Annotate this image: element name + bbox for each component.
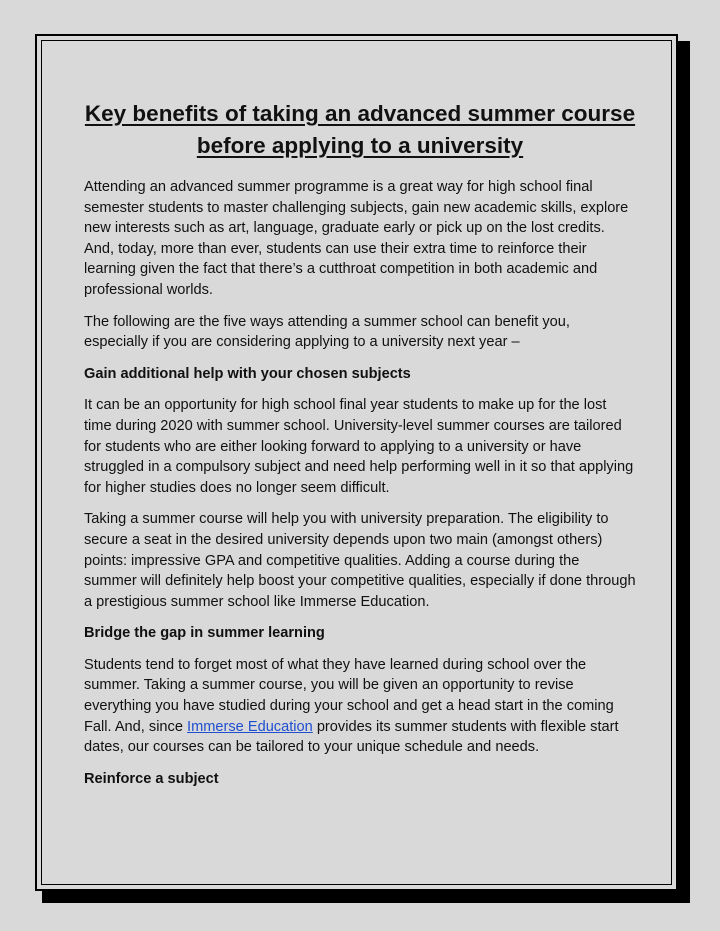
immerse-education-link[interactable]: Immerse Education: [187, 718, 313, 735]
section2-paragraph: [84, 655, 636, 758]
document-title: Key benefits of taking an advanced summer course before applying to a university: [84, 101, 636, 158]
section1-paragraph-2: Taking a summer course will help you with university preparation. The eligibility to secure a seat in the desired university depends upon two main (amongst others) points: impressive GPA and competitive qualities. Adding a course during the summer will definitely help boost your competitive qualities, especially if done through a prestigious summer school like Immerse Education.: [84, 511, 636, 610]
section-heading-reinforce-subject: Reinforce a subject: [84, 770, 219, 787]
section1-paragraph-1: It can be an opportunity for high school final year students to make up for the lost time during 2020 with summer school. University-level summer courses are tailored for students who are either looking forward to applying to a university or have struggled in a compulsory subject and need help performing well in it so that applying for higher studies does no longer seem difficult.: [84, 397, 634, 496]
document-content: [84, 98, 636, 800]
intro-paragraph-2: The following are the five ways attending a summer school can benefit you, especially if you are considering applying to a university next year –: [84, 313, 570, 351]
section2-text-after-link: provides its summer students with flexible start dates, our courses can be tailored to your unique schedule and needs.: [84, 718, 619, 756]
section-heading-bridge-gap: Bridge the gap in summer learning: [84, 625, 325, 642]
section-heading-additional-help: Gain additional help with your chosen subjects: [84, 365, 411, 382]
section2-text-before-link: Students tend to forget most of what they have learned during school over the summer. Taking a summer course, you will be given an opportunity to revise everything you have studied during your school and get a head start in the coming Fall. And, since: [84, 656, 614, 735]
intro-paragraph-1: Attending an advanced summer programme is a great way for high school final semester students to master challenging subjects, gain new academic skills, explore new interests such as art, language, graduate early or pick up on the lost credits. And, today, more than ever, students can use their extra time to reinforce their learning given the fact that there’s a cutthroat competition in both academic and professional worlds.: [84, 179, 629, 298]
